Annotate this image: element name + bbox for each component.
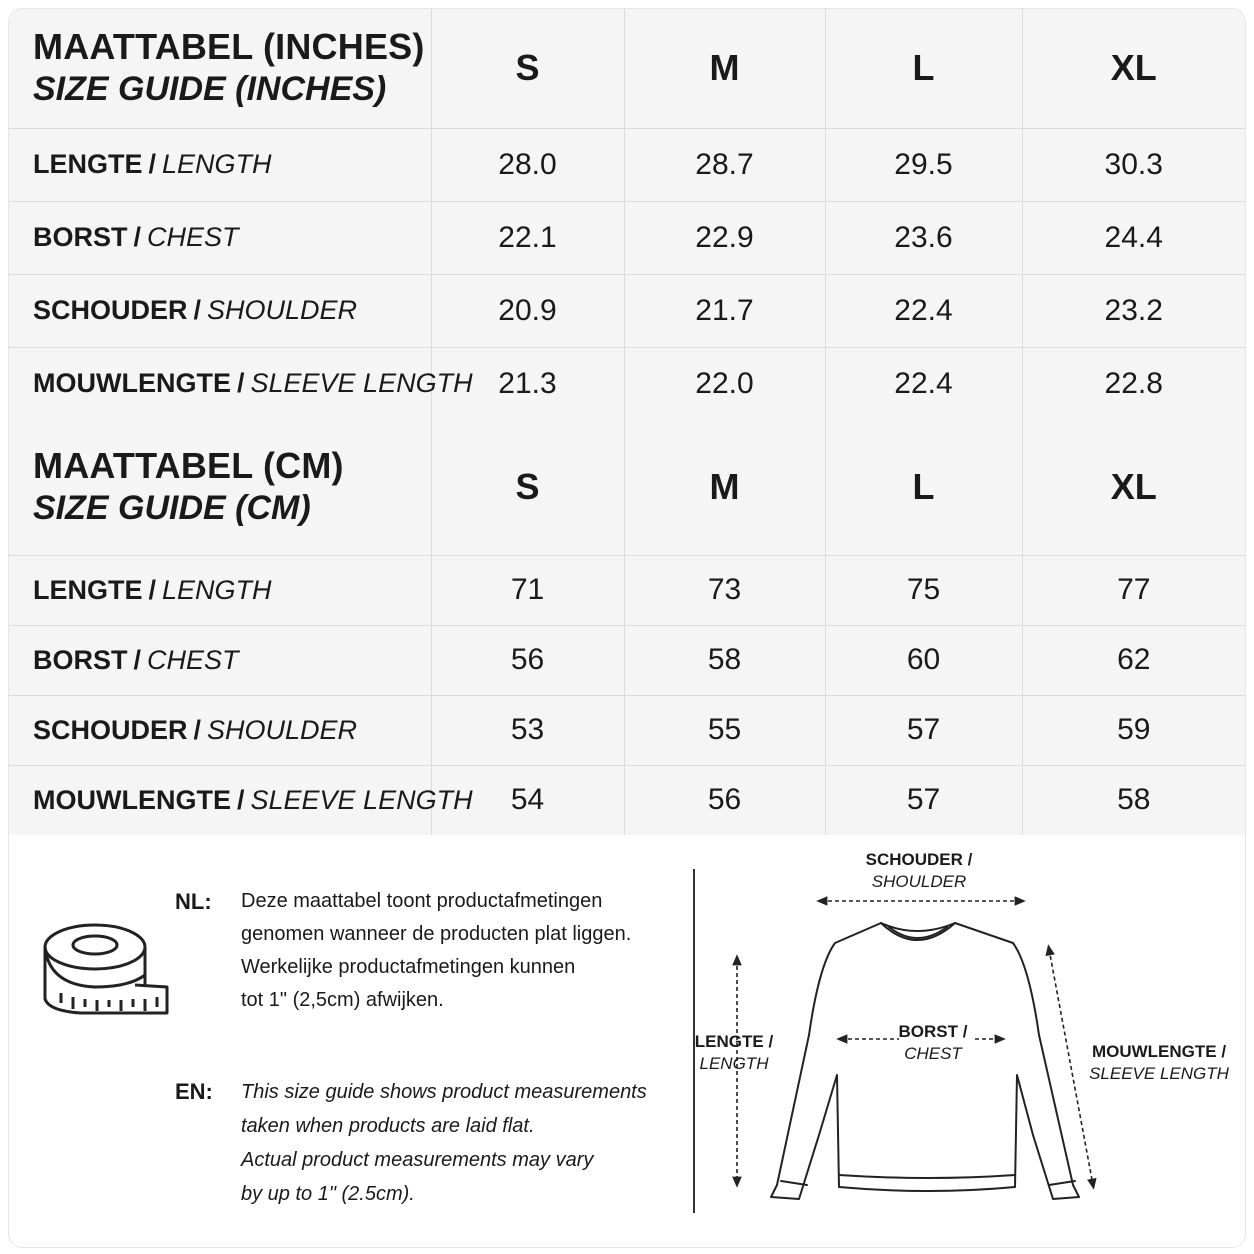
row-label-en: SLEEVE LENGTH bbox=[250, 368, 473, 398]
notes-section bbox=[9, 835, 1245, 1247]
table-title-nl: MAATTABEL (CM) bbox=[33, 444, 344, 486]
diagram-label-sleeve bbox=[1089, 1041, 1229, 1085]
row-label bbox=[9, 765, 473, 835]
size-value-cell: 22.8 bbox=[1022, 347, 1245, 420]
row-label bbox=[9, 128, 431, 201]
row-label-en: SHOULDER bbox=[207, 295, 358, 325]
size-value-cell: 28.7 bbox=[624, 128, 825, 201]
table-header-row bbox=[9, 419, 1245, 555]
row-label-separator: / bbox=[236, 784, 245, 815]
size-value-cell: 20.9 bbox=[431, 274, 624, 347]
note-label-en: EN: bbox=[175, 1079, 213, 1104]
size-value-cell: 22.1 bbox=[431, 201, 624, 274]
size-table-cm bbox=[9, 419, 1245, 836]
note-line: taken when products are laid flat. bbox=[241, 1115, 535, 1137]
note-line: by up to 1" (2.5cm). bbox=[241, 1183, 415, 1205]
table-row bbox=[9, 765, 1245, 835]
size-value-cell: 62 bbox=[1022, 625, 1245, 695]
row-label-separator: / bbox=[193, 295, 202, 325]
row-label-nl: BORST bbox=[33, 644, 128, 675]
size-value-cell: 30.3 bbox=[1022, 128, 1245, 201]
row-label-en: CHEST bbox=[147, 644, 239, 675]
diagram-label-shoulder bbox=[839, 849, 999, 893]
row-label-separator: / bbox=[133, 644, 142, 675]
row-label-en: CHEST bbox=[147, 222, 239, 252]
row-label bbox=[9, 625, 431, 695]
table-row bbox=[9, 201, 1245, 274]
size-value-cell: 56 bbox=[624, 765, 825, 835]
table-title-nl: MAATTABEL (INCHES) bbox=[33, 26, 425, 68]
table-row bbox=[9, 555, 1245, 625]
size-value-cell: 73 bbox=[624, 555, 825, 625]
table-row bbox=[9, 128, 1245, 201]
diagram-label-length bbox=[689, 1031, 779, 1075]
row-label bbox=[9, 347, 473, 420]
row-label-nl: LENGTE bbox=[33, 149, 143, 179]
row-label bbox=[9, 274, 431, 347]
size-header-xl: XL bbox=[1022, 419, 1245, 555]
table-title-en: SIZE GUIDE (INCHES) bbox=[33, 70, 387, 109]
size-header-l: L bbox=[825, 9, 1022, 128]
size-value-cell: 75 bbox=[825, 555, 1022, 625]
table-row bbox=[9, 347, 1245, 420]
size-value-cell: 57 bbox=[825, 765, 1022, 835]
size-value-cell: 24.4 bbox=[1022, 201, 1245, 274]
long-sleeve-shirt-icon bbox=[9, 835, 1245, 1247]
row-label-en: LENGTH bbox=[162, 574, 272, 605]
table-header-row bbox=[9, 9, 1245, 128]
row-label-nl: MOUWLENGTE bbox=[33, 784, 231, 815]
size-header-xl: XL bbox=[1022, 9, 1245, 128]
size-value-cell: 29.5 bbox=[825, 128, 1022, 201]
size-value-cell: 21.3 bbox=[431, 347, 624, 420]
table-title bbox=[9, 9, 431, 128]
row-label-separator: / bbox=[236, 368, 245, 398]
size-value-cell: 58 bbox=[1022, 765, 1245, 835]
size-header-m: M bbox=[624, 9, 825, 128]
note-line: tot 1" (2,5cm) afwijken. bbox=[241, 989, 444, 1011]
size-value-cell: 54 bbox=[431, 765, 624, 835]
table-row bbox=[9, 625, 1245, 695]
size-value-cell: 23.6 bbox=[825, 201, 1022, 274]
size-value-cell: 22.4 bbox=[825, 274, 1022, 347]
size-value-cell: 21.7 bbox=[624, 274, 825, 347]
size-value-cell: 22.0 bbox=[624, 347, 825, 420]
size-value-cell: 71 bbox=[431, 555, 624, 625]
row-label-en: SLEEVE LENGTH bbox=[250, 784, 473, 815]
table-row bbox=[9, 695, 1245, 765]
diagram-label-nl: LENGTE / bbox=[694, 1032, 774, 1051]
row-label-en: LENGTH bbox=[162, 149, 272, 179]
table-row bbox=[9, 274, 1245, 347]
row-label-nl: LENGTE bbox=[33, 574, 143, 605]
size-header-s: S bbox=[431, 419, 624, 555]
row-label-nl: MOUWLENGTE bbox=[33, 368, 231, 398]
row-label-nl: SCHOUDER bbox=[33, 295, 188, 325]
row-label-separator: / bbox=[193, 714, 202, 745]
table-title-en: SIZE GUIDE (CM) bbox=[33, 488, 311, 527]
size-value-cell: 23.2 bbox=[1022, 274, 1245, 347]
size-value-cell: 57 bbox=[825, 695, 1022, 765]
row-label bbox=[9, 201, 431, 274]
size-value-cell: 22.4 bbox=[825, 347, 1022, 420]
row-label bbox=[9, 555, 431, 625]
diagram-label-nl: BORST / bbox=[898, 1022, 968, 1041]
size-value-cell: 53 bbox=[431, 695, 624, 765]
diagram-label-nl: SCHOUDER / bbox=[865, 850, 973, 869]
row-label-nl: SCHOUDER bbox=[33, 714, 188, 745]
size-value-cell: 59 bbox=[1022, 695, 1245, 765]
size-value-cell: 77 bbox=[1022, 555, 1245, 625]
note-line: Werkelijke productafmetingen kunnen bbox=[241, 956, 576, 978]
size-value-cell: 58 bbox=[624, 625, 825, 695]
size-value-cell: 60 bbox=[825, 625, 1022, 695]
size-value-cell: 22.9 bbox=[624, 201, 825, 274]
size-guide-card bbox=[8, 8, 1246, 1248]
note-line: Actual product measurements may vary bbox=[241, 1149, 594, 1171]
note-label-nl: NL: bbox=[175, 889, 212, 914]
table-title bbox=[9, 419, 431, 555]
note-line: This size guide shows product measurements bbox=[241, 1081, 647, 1103]
row-label bbox=[9, 695, 431, 765]
row-label-separator: / bbox=[148, 149, 157, 179]
diagram-label-en: LENGTH bbox=[699, 1054, 769, 1073]
size-header-l: L bbox=[825, 419, 1022, 555]
size-header-m: M bbox=[624, 419, 825, 555]
row-label-en: SHOULDER bbox=[207, 714, 358, 745]
diagram-label-en: SLEEVE LENGTH bbox=[1089, 1064, 1229, 1083]
size-header-s: S bbox=[431, 9, 624, 128]
size-value-cell: 55 bbox=[624, 695, 825, 765]
row-label-nl: BORST bbox=[33, 222, 128, 252]
note-line: Deze maattabel toont productafmetingen bbox=[241, 890, 603, 912]
size-value-cell: 28.0 bbox=[431, 128, 624, 201]
note-line: genomen wanneer de producten plat liggen. bbox=[241, 923, 632, 945]
diagram-label-en: CHEST bbox=[904, 1044, 962, 1063]
diagram-label-nl: MOUWLENGTE / bbox=[1091, 1042, 1227, 1061]
size-table-inches bbox=[9, 9, 1245, 421]
row-label-separator: / bbox=[148, 574, 157, 605]
diagram-label-chest bbox=[885, 1021, 981, 1065]
row-label-separator: / bbox=[133, 222, 142, 252]
diagram-label-en: SHOULDER bbox=[871, 872, 967, 891]
size-value-cell: 56 bbox=[431, 625, 624, 695]
